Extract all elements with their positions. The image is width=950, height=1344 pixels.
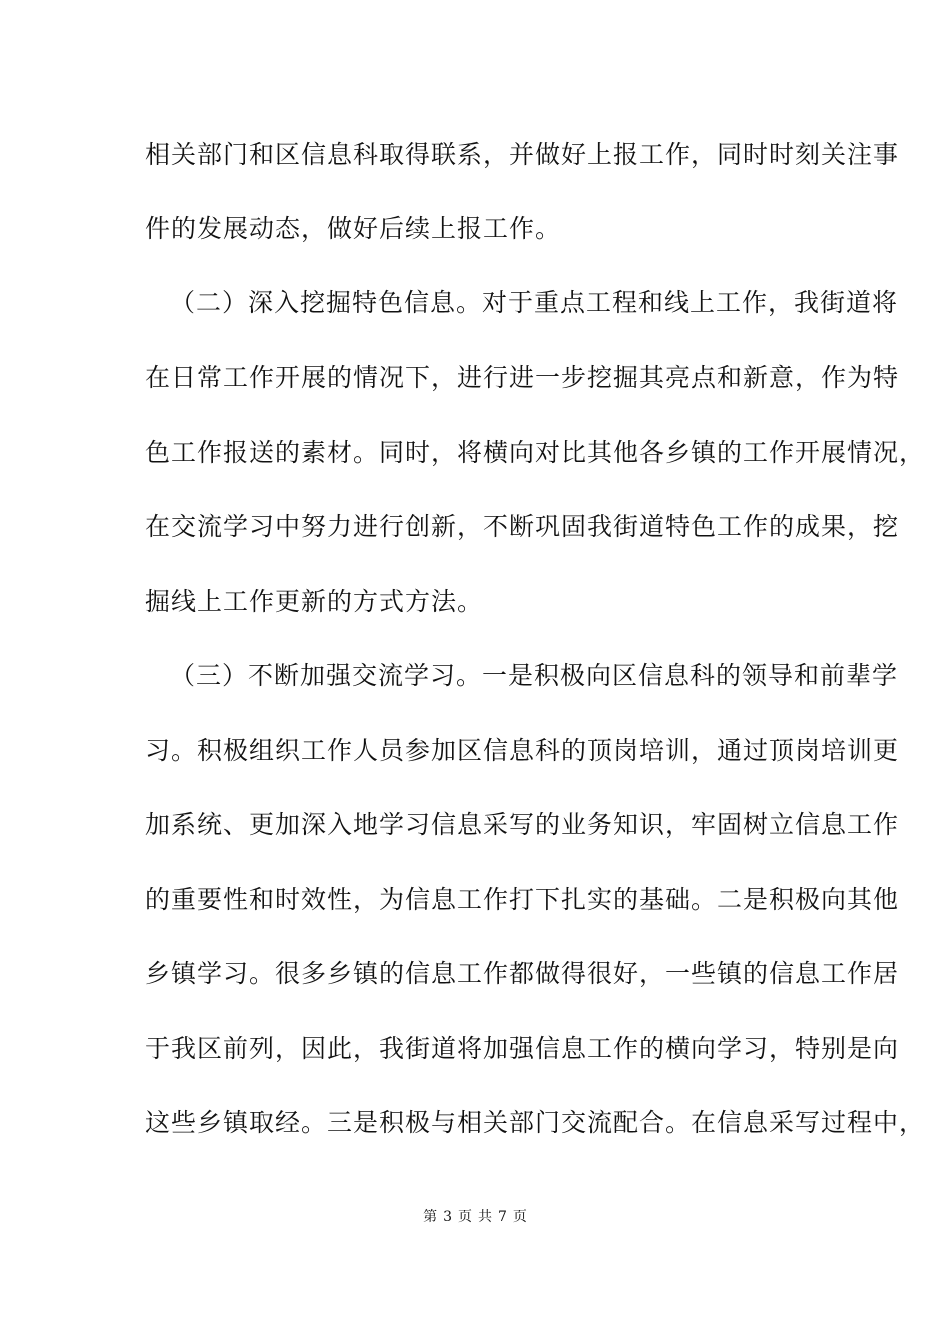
footer-current-page: 3 (443, 1209, 452, 1225)
footer-page-label: 第 (423, 1209, 438, 1225)
text-line-5: 色工作报送的素材。同时，将横向对比其他各乡镇的工作开展情况， (145, 438, 926, 467)
text-line-3: （二）深入挖掘特色信息。对于重点工程和线上工作，我街道将 (170, 288, 899, 317)
page-footer (0, 1208, 950, 1226)
text-line-13: 于我区前列，因此，我街道将加强信息工作的横向学习，特别是向 (145, 1034, 900, 1063)
text-line-8: （三）不断加强交流学习。一是积极向区信息科的领导和前辈学 (170, 661, 899, 690)
text-line-6: 在交流学习中努力进行创新，不断巩固我街道特色工作的成果，挖 (145, 512, 900, 541)
text-line-2: 件的发展动态，做好后续上报工作。 (145, 214, 562, 243)
footer-page-unit: 页 (458, 1209, 472, 1225)
text-line-7: 掘线上工作更新的方式方法。 (145, 587, 484, 616)
text-line-1: 相关部门和区信息科取得联系，并做好上报工作，同时时刻关注事 (145, 140, 900, 169)
text-line-12: 乡镇学习。很多乡镇的信息工作都做得很好，一些镇的信息工作居 (145, 959, 900, 988)
text-line-9: 习。积极组织工作人员参加区信息科的顶岗培训，通过顶岗培训更 (145, 736, 900, 765)
footer-total-unit: 页 (512, 1209, 527, 1225)
text-line-11: 的重要性和时效性，为信息工作打下扎实的基础。二是积极向其他 (145, 885, 900, 914)
footer-total-label: 共 (478, 1209, 492, 1225)
text-line-14: 这些乡镇取经。三是积极与相关部门交流配合。在信息采写过程中， (145, 1108, 926, 1137)
text-line-4: 在日常工作开展的情况下，进行进一步挖掘其亮点和新意，作为特 (145, 363, 900, 392)
text-line-10: 加系统、更加深入地学习信息采写的业务知识，牢固树立信息工作 (145, 810, 900, 839)
footer-total-pages: 7 (498, 1209, 507, 1225)
